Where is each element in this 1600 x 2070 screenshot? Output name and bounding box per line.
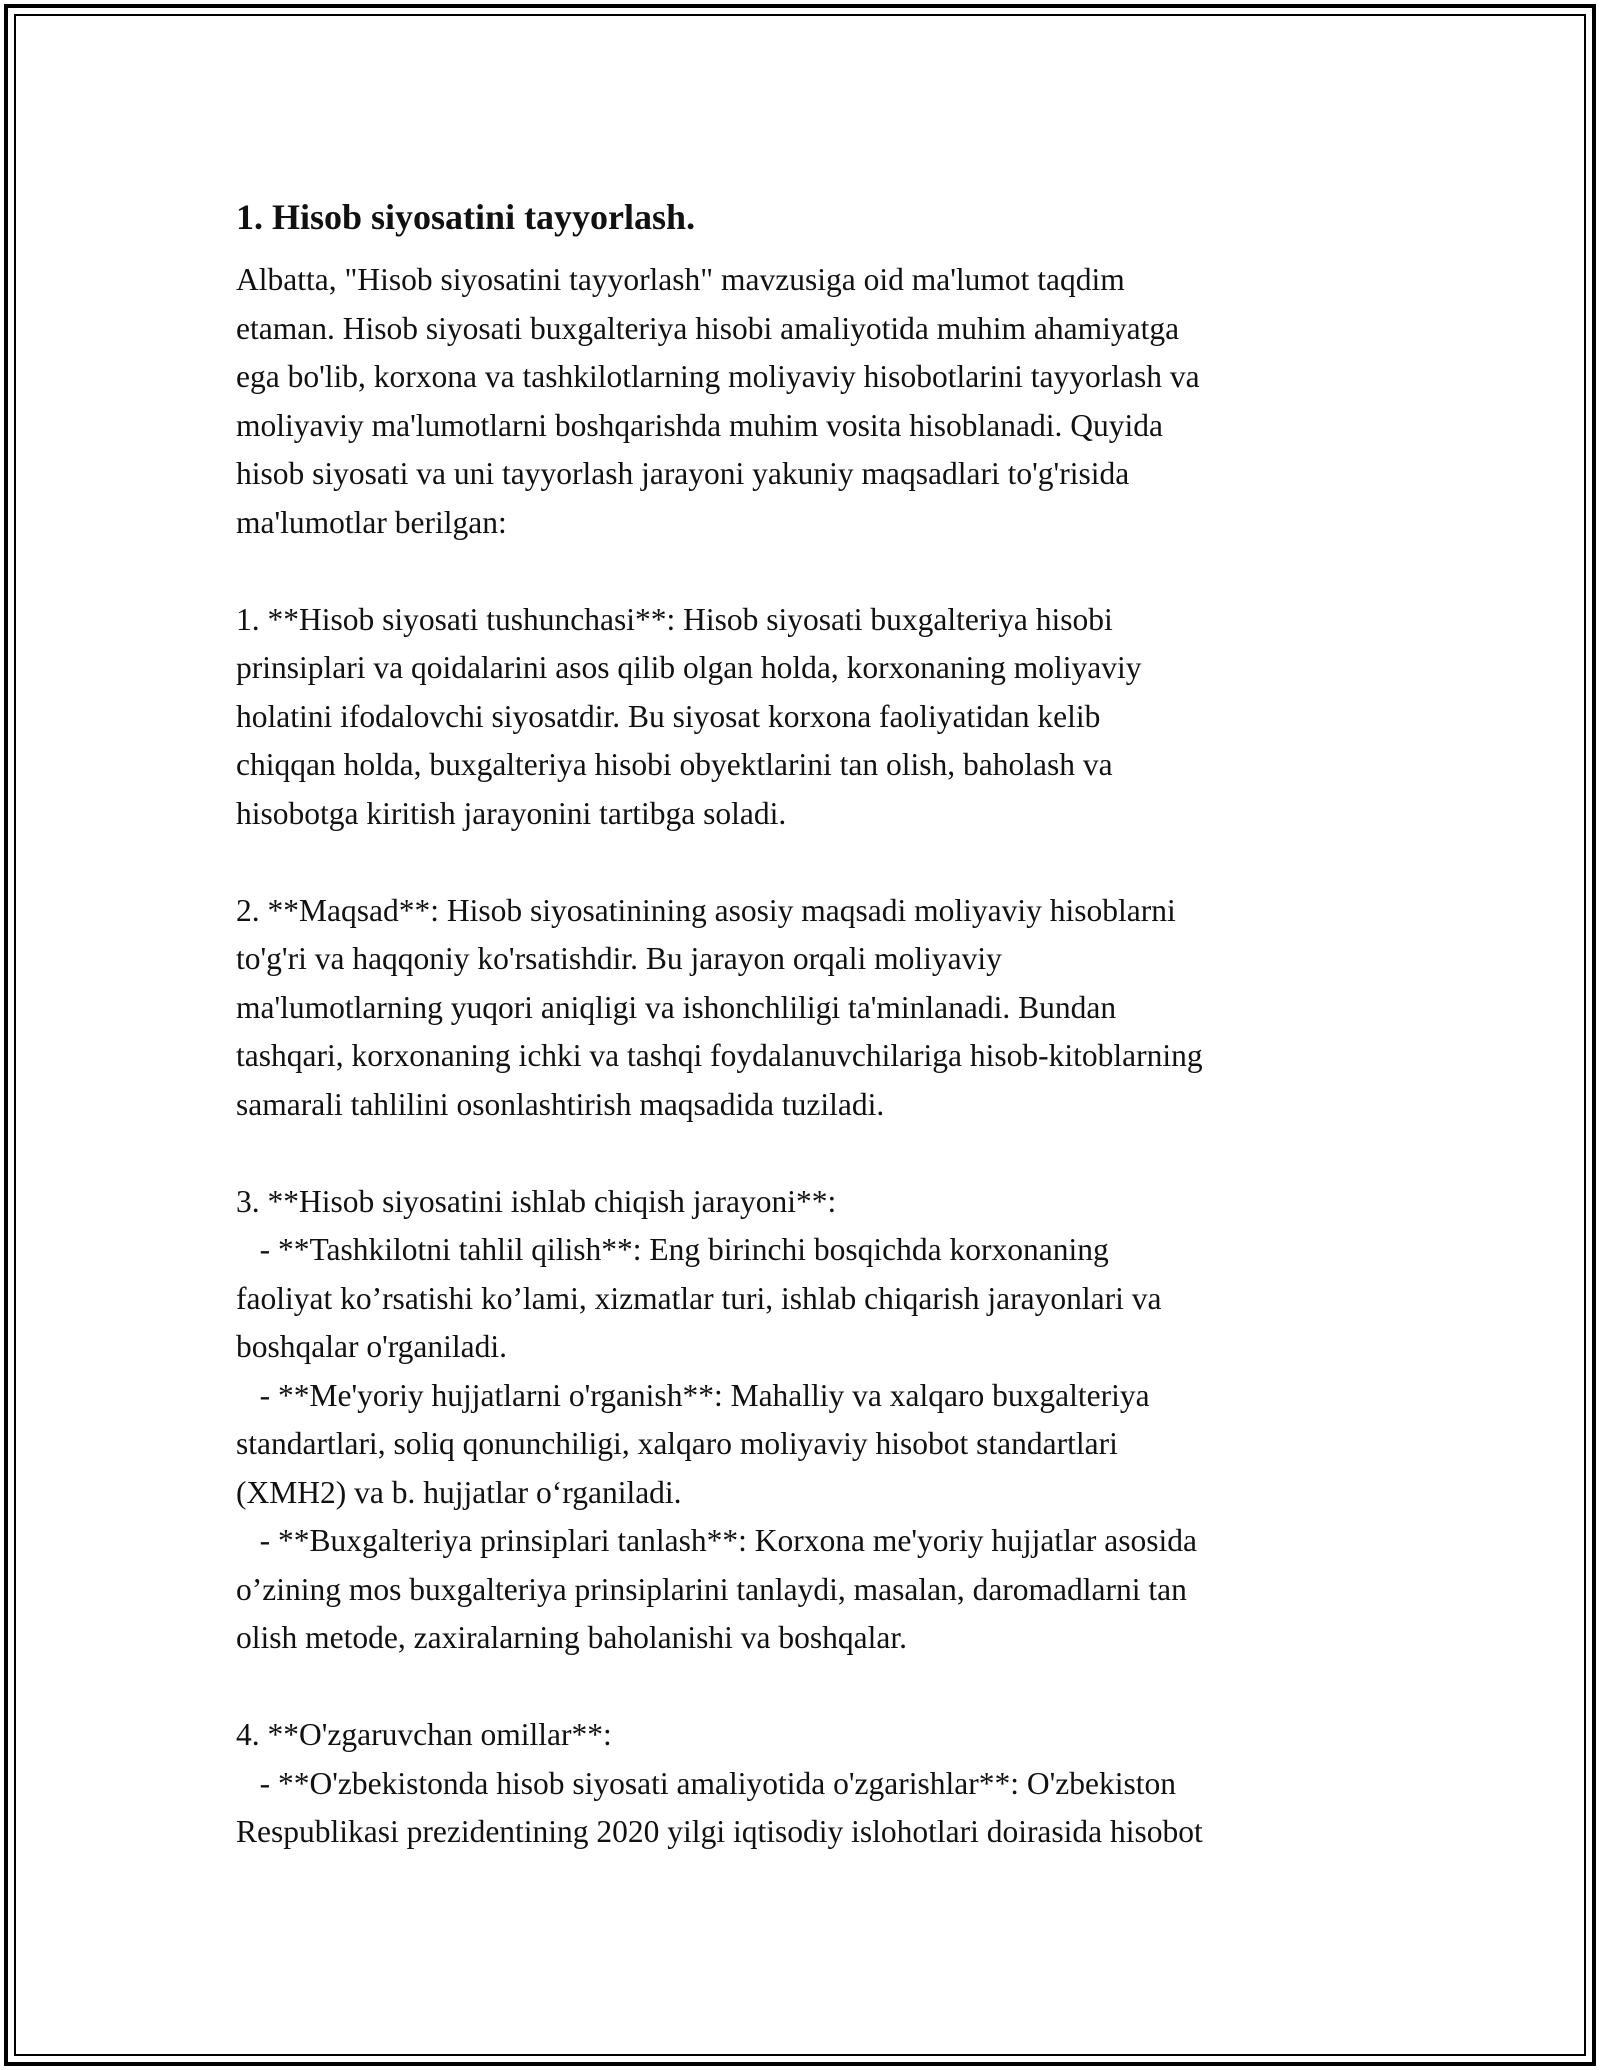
text-line: etaman. Hisob siyosati buxgalteriya hisobi amaliyotida muhim ahamiyatga bbox=[236, 310, 1180, 346]
text-line: standartlari, soliq qonunchiligi, xalqaro moliyaviy hisobot standartlari bbox=[236, 1426, 1118, 1461]
text-line: Respublikasi prezidentining 2020 yilgi iqtisodiy islohotlari doirasida hisobot bbox=[236, 1814, 1203, 1849]
text-line: 1. **Hisob siyosati tushunchasi**: Hisob siyosati buxgalteriya hisobi bbox=[236, 601, 1113, 637]
text-line: prinsiplari va qoidalarini asos qilib olgan holda, korxonaning moliyaviy bbox=[236, 650, 1142, 685]
text-line: faoliyat ko’rsatishi ko’lami, xizmatlar turi, ishlab chiqarish jarayonlari va bbox=[236, 1280, 1162, 1316]
text-line: boshqalar o'rganiladi. bbox=[236, 1329, 508, 1364]
text-line: moliyaviy ma'lumotlarni boshqarishda muhim vosita hisoblanadi. Quyida bbox=[236, 407, 1163, 443]
text-line: 3. **Hisob siyosatini ishlab chiqish jarayoni**: bbox=[236, 1183, 837, 1219]
text-line: to'g'ri va haqqoniy ko'rsatishdir. Bu jarayon orqali moliyaviy bbox=[236, 941, 1002, 976]
text-line: 4. **O'zgaruvchan omillar**: bbox=[236, 1717, 612, 1752]
text-line: hisob siyosati va uni tayyorlash jarayoni yakuniy maqsadlari to'g'risida bbox=[236, 456, 1130, 491]
text-line: - **Me'yoriy hujjatlarni o'rganish**: Mahalliy va xalqaro buxgalteriya bbox=[236, 1377, 1150, 1413]
document-title: 1. Hisob siyosatini tayyorlash. bbox=[236, 197, 696, 237]
blank-line bbox=[236, 1663, 1386, 1712]
blank-line bbox=[236, 1129, 1386, 1178]
document-text bbox=[236, 256, 1386, 1857]
text-line: chiqqan holda, buxgalteriya hisobi obyektlarini tan olish, baholash va bbox=[236, 747, 1113, 782]
blank-line bbox=[236, 838, 1386, 887]
text-line: ma'lumotlar berilgan: bbox=[236, 504, 507, 540]
text-line: samarali tahlilini osonlashtirish maqsadida tuziladi. bbox=[236, 1086, 885, 1122]
text-line: - **O'zbekistonda hisob siyosati amaliyotida o'zgarishlar**: O'zbekiston bbox=[236, 1765, 1176, 1801]
text-line: ega bo'lib, korxona va tashkilotlarning moliyaviy hisobotlarini tayyorlash va bbox=[236, 359, 1200, 394]
text-line: - **Buxgalteriya prinsiplari tanlash**: Korxona me'yoriy hujjatlar asosida bbox=[236, 1523, 1197, 1558]
text-line: 2. **Maqsad**: Hisob siyosatinining asosiy maqsadi moliyaviy hisoblarni bbox=[236, 892, 1176, 928]
text-line: hisobotga kiritish jarayonini tartibga soladi. bbox=[236, 795, 787, 831]
text-line: olish metode, zaxiralarning baholanishi va boshqalar. bbox=[236, 1620, 907, 1655]
text-line: o’zining mos buxgalteriya prinsiplarini tanlaydi, masalan, daromadlarni tan bbox=[236, 1571, 1187, 1607]
document-body bbox=[236, 186, 1386, 1857]
blank-line bbox=[236, 547, 1386, 596]
text-line: holatini ifodalovchi siyosatdir. Bu siyosat korxona faoliyatidan kelib bbox=[236, 698, 1101, 734]
text-line: - **Tashkilotni tahlil qilish**: Eng birinchi bosqichda korxonaning bbox=[236, 1232, 1109, 1267]
text-line: Albatta, "Hisob siyosatini tayyorlash" mavzusiga oid ma'lumot taqdim bbox=[236, 262, 1125, 297]
text-line: ma'lumotlarning yuqori aniqligi va ishonchliligi ta'minlanadi. Bundan bbox=[236, 989, 1117, 1025]
text-line: tashqari, korxonaning ichki va tashqi foydalanuvchilariga hisob-kitoblarning bbox=[236, 1038, 1203, 1073]
text-line: (XMH2) va b. hujjatlar o‘rganiladi. bbox=[236, 1474, 682, 1510]
